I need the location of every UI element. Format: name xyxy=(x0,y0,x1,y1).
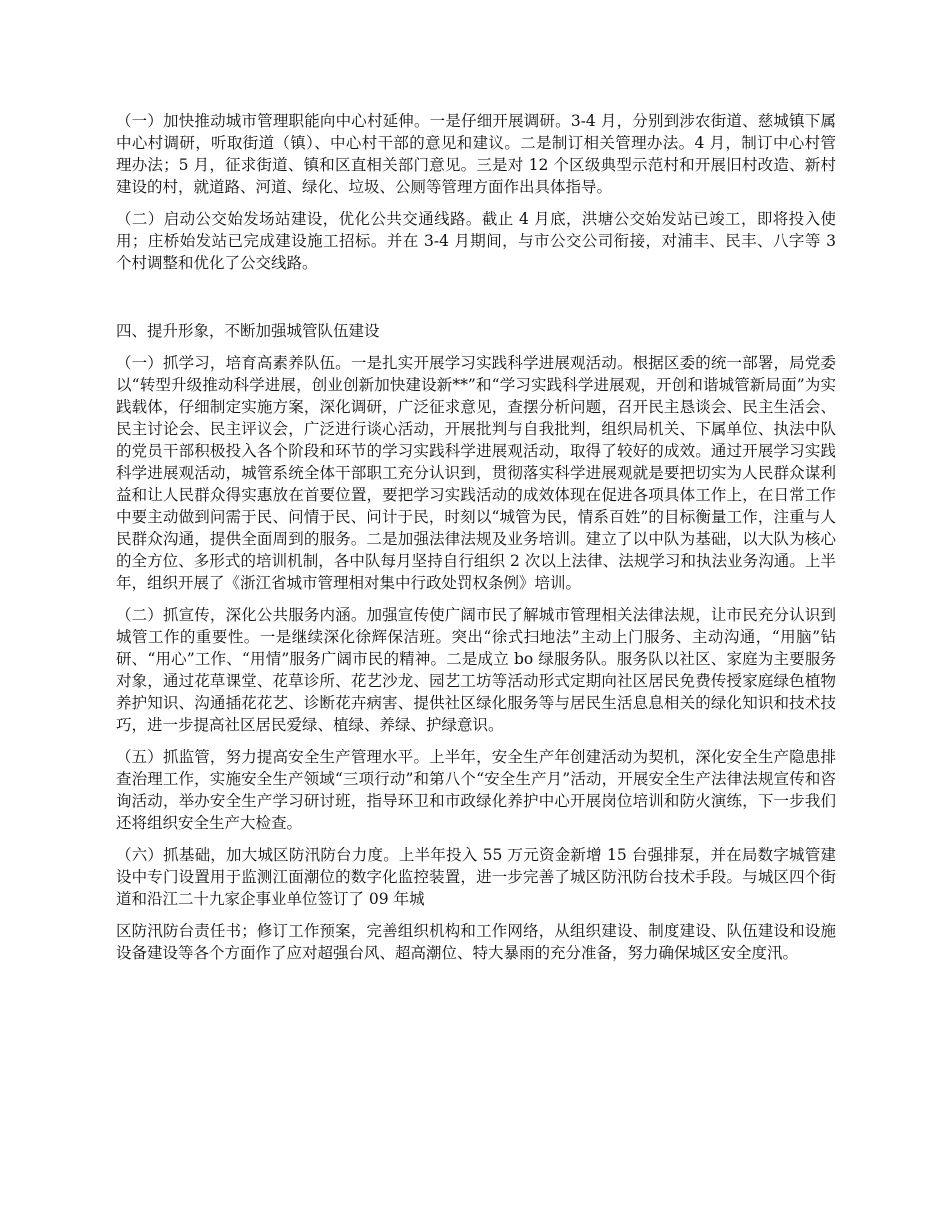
paragraph-safety-supervision: （五）抓监管，努力提高安全生产管理水平。上半年，安全生产年创建活动为契机，深化安全生产隐患排查治理工作，实施安全生产领域“三项行动”和第八个“安全生产月”活动，开展安全生产法律法规宣传和咨询活动，举办安全生产学习研讨班，指导环卫和市政绿化养护中心开展岗位培训和防火演练，下一步我们还将组织安全生产大检查。 xyxy=(116,748,836,832)
section-spacer xyxy=(116,284,836,320)
paragraph-publicity-service: （二）抓宣传，深化公共服务内涵。加强宣传使广阔市民了解城市管理相关法律法规，让市民充分认识到城管工作的重要性。一是继续深化徐辉保洁班。突出“徐式扫地法”主动上门服务、主动沟通，“用脑”钻研、“用心”工作、“用情”服务广阔市民的精神。二是成立 bo 绿服务队。服务队以社区、家庭为主要服务对象，通过花草课堂、花草诊所、花艺沙龙、园艺工坊等活动形式定期向社区居民免费传授家庭绿色植物养护知识、沟通插花花艺、诊断花卉病害、提供社区绿化服务等与居民生活息息相关的绿化知识和技术技巧，进一步提高社区居民爱绿、植绿、养绿、护绿意识。 xyxy=(116,606,836,734)
document-body xyxy=(116,110,836,974)
paragraph-flood-responsibility: 区防汛防台责任书；修订工作预案，完善组织机构和工作网络，从组织建设、制度建设、队伍建设和设施设备建设等各个方面作了应对超强台风、超高潮位、特大暴雨的充分准备，努力确保城区安全度汛。 xyxy=(116,922,836,962)
paragraph-flood-prevention: （六）抓基础，加大城区防汛防台力度。上半年投入 55 万元资金新增 15 台强排泵，并在局数字城管建设中专门设置用于监测江面潮位的数字化监控装置，进一步完善了城区防汛防台技术手段。与城区四个街道和沿江二十九家企事业单位签订了 09 年城 xyxy=(116,846,836,908)
section-heading-team-building: 四、提升形象，不断加强城管队伍建设 xyxy=(116,322,380,340)
paragraph-bus-terminal-construction: （二）启动公交始发场站建设，优化公共交通线路。截止 4 月底，洪塘公交始发站已竣工，即将投入使用；庄桥始发站已完成建设施工招标。并在 3-4 月期间，与市公交公司衔接，对浦丰、民丰、八字等 3 个村调整和优化了公交线路。 xyxy=(116,210,836,272)
paragraph-extend-urban-management: （一）加快推动城市管理职能向中心村延伸。一是仔细开展调研。3-4 月，分别到涉农街道、慈城镇下属中心村调研，听取街道（镇）、中心村干部的意见和建议。二是制订相关管理办法。4 月，制订中心村管理办法；5 月，征求街道、镇和区直相关部门意见。三是对 12 个区级典型示范村和开展旧村改造、新村建设的村，就道路、河道、绿化、垃圾、公厕等管理方面作出具体指导。 xyxy=(116,112,836,196)
paragraph-study-training: （一）抓学习，培育高素养队伍。一是扎实开展学习实践科学进展观活动。根据区委的统一部署，局党委以“转型升级推动科学进展，创业创新加快建设新**”和“学习实践科学进展观，开创和谐城管新局面”为实践载体，仔细制定实施方案，深化调研，广泛征求意见，查摆分析问题，召开民主恳谈会、民主生活会、民主讨论会、民主评议会，广泛进行谈心活动，开展批判与自我批判，组织局机关、下属单位、执法中队的党员干部积极投入各个阶段和环节的学习实践科学进展观活动，取得了较好的成效。通过开展学习实践科学进展观活动，城管系统全体干部职工充分认识到，贯彻落实科学进展观就是要把切实为人民群众谋利益和让人民群众得实惠放在首要位置，要把学习实践活动的成效体现在促进各项具体工作上，在日常工作中要主动做到问需于民、问情于民、问计于民，时刻以“城管为民，情系百姓”的目标衡量工作，注重与人民群众沟通，提供全面周到的服务。二是加强法律法规及业务培训。建立了以中队为基础，以大队为核心的全方位、多形式的培训机制，各中队每月坚持自行组织 2 次以上法律、法规学习和执法业务沟通。上半年，组织开展了《浙江省城市管理相对集中行政处罚权条例》培训。 xyxy=(116,354,836,592)
